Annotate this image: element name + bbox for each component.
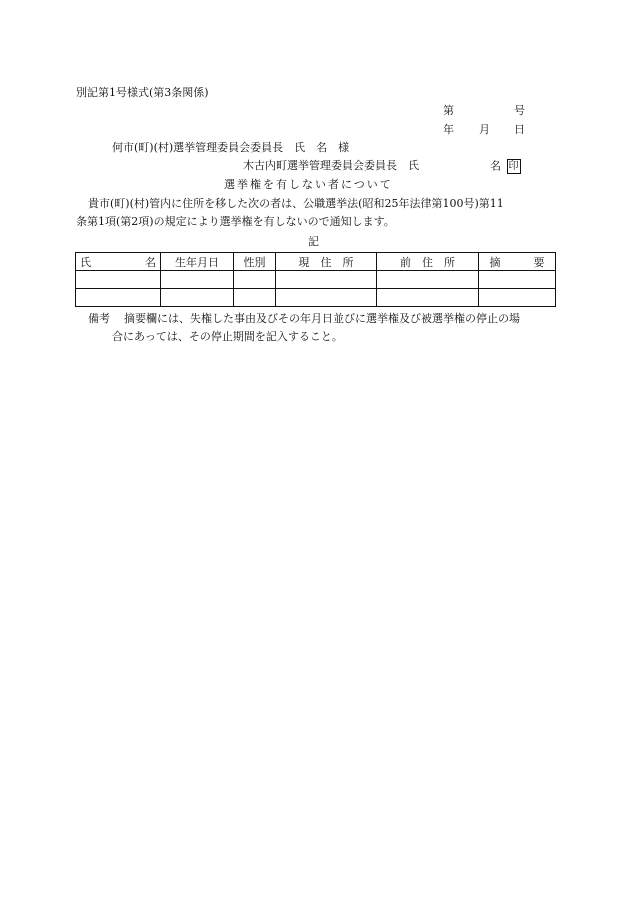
body-line-1: 貴市(町)(村)管内に住所を移した次の者は、公職選挙法(昭和25年法律第100号)第11 (88, 197, 504, 210)
header-gender: 性別 (234, 253, 276, 271)
date-month: 月 (479, 123, 490, 136)
body-line-2: 条第1項(第2項)の規定により選挙権を有しないので通知します。 (76, 215, 395, 228)
date-day: 日 (514, 123, 525, 136)
cell-previous-address[interactable] (377, 289, 479, 307)
cell-name[interactable] (76, 289, 161, 307)
cell-current-address[interactable] (276, 289, 377, 307)
number-prefix: 第 (443, 104, 454, 117)
cell-gender[interactable] (234, 271, 276, 289)
ki-heading: 記 (308, 235, 319, 248)
cell-birth[interactable] (161, 289, 234, 307)
form-label: 別記第1号様式(第3条関係) (76, 86, 209, 99)
table-header-row (76, 253, 556, 271)
subject-title: 選挙権を有しない者について (224, 178, 393, 191)
cell-remarks[interactable] (479, 271, 556, 289)
header-birth: 生年月日 (161, 253, 234, 271)
header-current-address: 現 住 所 (276, 253, 377, 271)
number-suffix: 号 (514, 104, 525, 117)
table-row (76, 289, 556, 307)
note-label: 備考 (88, 312, 110, 325)
header-name (76, 253, 161, 271)
cell-gender[interactable] (234, 289, 276, 307)
header-previous-address: 前 住 所 (377, 253, 479, 271)
sender-name-label: 名 (490, 159, 501, 173)
seal-mark: 印 (508, 161, 519, 172)
header-name-a: 氏 (80, 255, 91, 269)
sender-name-block (490, 159, 521, 174)
cell-current-address[interactable] (276, 271, 377, 289)
header-name-b: 名 (145, 255, 156, 269)
sender-title: 木古内町選挙管理委員会委員長 氏 (243, 159, 419, 172)
date-year: 年 (443, 123, 454, 136)
cell-birth[interactable] (161, 271, 234, 289)
note-line-1: 摘要欄には、失権した事由及びその年月日並びに選挙権及び被選挙権の停止の場 (124, 312, 520, 325)
addressee: 何市(町)(村)選挙管理委員会委員長 氏 名 様 (112, 141, 350, 154)
register-table (75, 252, 556, 307)
cell-name[interactable] (76, 271, 161, 289)
header-remarks: 摘 要 (479, 253, 556, 271)
cell-remarks[interactable] (479, 289, 556, 307)
note-line-2: 合にあっては、その停止期間を記入すること。 (112, 330, 343, 343)
cell-previous-address[interactable] (377, 271, 479, 289)
table-row (76, 271, 556, 289)
